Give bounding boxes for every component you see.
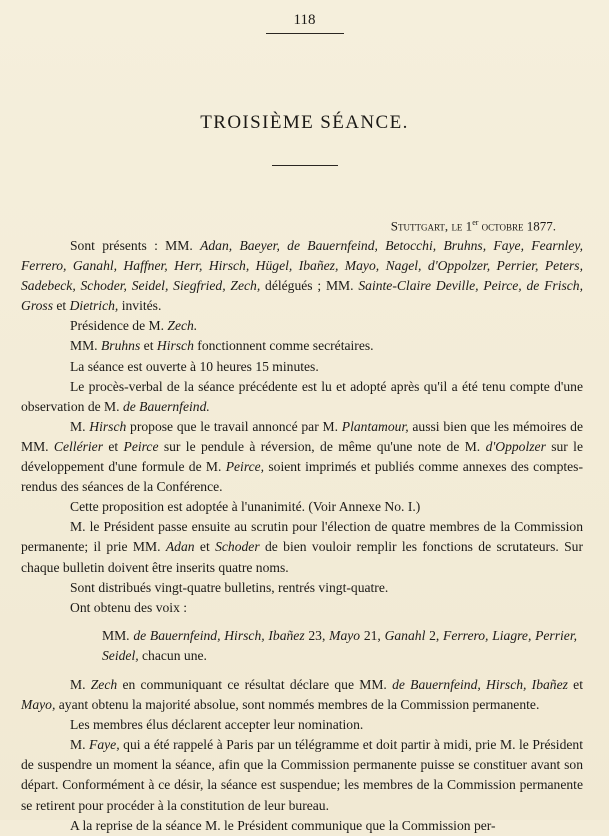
person-name: Plantamour,: [341, 418, 409, 434]
paragraph-acceptance: Les membres élus déclarent accepter leur nomination.: [70, 717, 364, 733]
text-run: de bien vouloir remplir les fonctions de scrutateurs. Sur chaque bulletin doivent être inserits quatre noms.: [21, 539, 583, 575]
guest-names: Dietrich,: [69, 298, 119, 314]
paragraph-resumption: A la reprise de la séance M. le Président communique que la Commission per-: [70, 817, 496, 833]
text-run: soient imprimés et publiés comme annexes des comptes-rendus des séances de la Conférence.: [21, 459, 584, 495]
person-name: Cellérier: [53, 438, 104, 454]
vote-count: 21,: [360, 627, 385, 643]
text-run: ayant obtenu la majorité absolue, sont nommés membres de la Commission permanente.: [55, 697, 540, 713]
paragraph-result: [21, 675, 583, 715]
text-run: et: [52, 298, 70, 314]
page-number: 118: [293, 12, 316, 28]
person-name: Zech: [90, 676, 118, 692]
candidate-names: Ferrero, Liagre, Perrier, Seidel,: [102, 627, 577, 663]
paragraph-secretaries: [21, 336, 583, 356]
paragraph-election: [21, 517, 583, 577]
text-run: et: [567, 676, 583, 692]
text-run: M.: [70, 418, 90, 434]
text-run: M. le Président passe ensuite au scrutin pour l'élection de quatre membres de la Commission permanente; il prie MM.: [21, 519, 583, 555]
person-name: Hirsch: [89, 418, 127, 434]
candidate-names: Ganahl: [384, 627, 426, 643]
person-name: Bruhns: [100, 338, 141, 354]
text-run: fonctionnent comme secrétaires.: [193, 338, 374, 354]
date-text-b: octobre 1877.: [478, 218, 556, 234]
person-name: d'Oppolzer: [485, 438, 546, 454]
paragraph-vote-results: [21, 626, 583, 666]
vote-count: 23,: [304, 627, 330, 643]
paragraph-attendees: [21, 236, 583, 316]
text-run: M.: [70, 737, 90, 753]
text-run: propose que le travail annoncé par M.: [126, 418, 342, 434]
person-name: Schoder: [215, 539, 260, 555]
person-name: Hirsch: [156, 338, 194, 354]
candidate-names: de Bauernfeind, Hirsch, Ibañez: [133, 627, 305, 643]
text-run: MM.: [70, 338, 101, 354]
text-run: et: [140, 338, 157, 354]
date-text-a: le 1: [448, 218, 473, 234]
paragraph-ballots: Sont distribués vingt-quatre bulletins, rentrés vingt-quatre.: [70, 579, 389, 595]
paragraph-suspension: [21, 735, 583, 815]
text-run: Le procès-verbal de la séance précédente est lu et adopté après qu'il a été tenu compte d'une observation de M.: [21, 378, 583, 414]
text-run: sur le développement d'une formule de M.: [21, 438, 583, 475]
person-name: Mayo,: [21, 697, 56, 713]
guest-names: Sainte-Claire Deville, Peirce, de Frisch, Gross: [21, 278, 583, 314]
header-rule: [266, 33, 344, 34]
body-text: [21, 236, 583, 836]
text-run: qui a été rappelé à Paris par un télégramme et doit partir à midi, prie M. le Président de suspendre un moment la séance, afin que la Commission permanente puisse se constituer avant son départ. Conformément à ce désir, la séance est suspendue; les membres de la Commission permanente se retirent pour procéder à la constitution de leur bureau.: [21, 737, 583, 813]
person-name: Adan: [165, 539, 195, 555]
date-sup: er: [472, 218, 479, 227]
paragraph-opening: La séance est ouverte à 10 heures 15 minutes.: [70, 358, 319, 374]
paragraph-proposal: [21, 417, 583, 497]
candidate-names: Mayo: [329, 627, 361, 643]
text-run: MM.: [102, 627, 134, 643]
text-run: délégués ; MM.: [260, 278, 359, 294]
text-run: en communiquant ce résultat déclare que MM.: [117, 676, 393, 692]
person-name: de Bauernfeind.: [122, 398, 210, 414]
vote-count: 2,: [425, 627, 444, 643]
text-run: M.: [70, 676, 91, 692]
title-rule: [272, 165, 338, 166]
paragraph-votes-heading: Ont obtenu des voix :: [70, 599, 188, 615]
text-run: sur le pendule à réversion, de même qu'une note de M.: [158, 438, 486, 454]
person-name: de Bauernfeind, Hirsch, Ibañez: [392, 676, 568, 692]
text-run: et: [194, 539, 216, 555]
date-place: Stuttgart,: [390, 218, 449, 234]
text-run: et: [103, 438, 124, 454]
president-name: Zech.: [167, 318, 198, 334]
paragraph-minutes: [21, 377, 583, 417]
person-name: Peirce: [123, 438, 159, 454]
paragraph-adoption: Cette proposition est adoptée à l'unanimité. (Voir Annexe No. I.): [70, 499, 421, 515]
person-name: Peirce,: [225, 459, 265, 475]
session-date: [391, 218, 556, 234]
delegate-names: Adan, Baeyer, de Bauernfeind, Betocchi, Bruhns, Faye, Fearnley, Ferrero, Ganahl, Haffner, Herr, Hirsch, Hügel, Ibañez, Mayo, Nagel, d'Oppolzer, Perrier, Peters, Sadebeck, Schoder, Seidel, Siegfried, Zech,: [21, 238, 584, 294]
text-run: aussi bien que les mémoires de MM.: [21, 418, 584, 454]
text-run: chacun une.: [138, 647, 207, 663]
text-run: invités.: [118, 298, 162, 314]
paragraph-presidency: [21, 316, 583, 336]
text-run: Présidence de M.: [70, 318, 168, 334]
person-name: Faye,: [89, 737, 120, 753]
page-title: TROISIÈME SÉANCE.: [200, 112, 409, 133]
text-run: Sont présents : MM.: [70, 238, 201, 253]
